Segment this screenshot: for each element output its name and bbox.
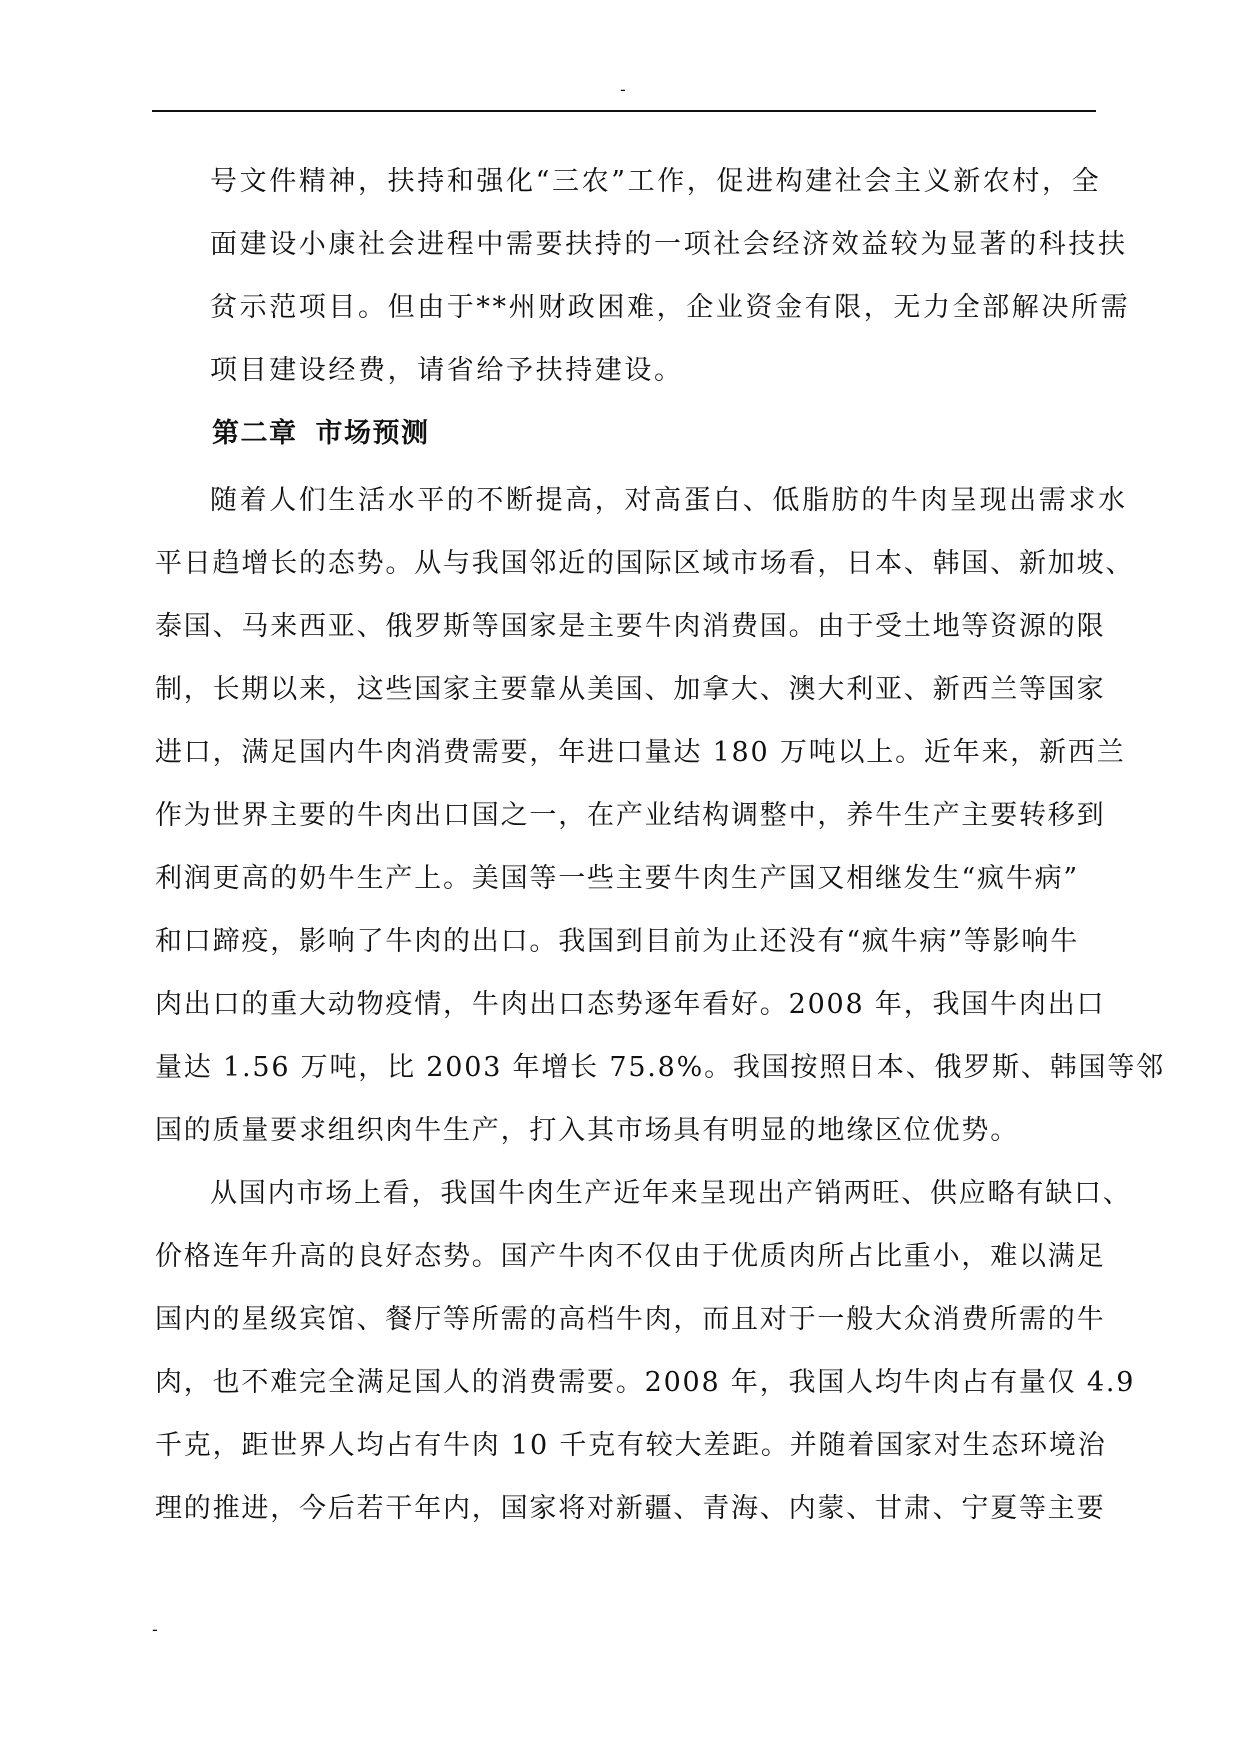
text-line: 面建设小康社会进程中需要扶持的一项社会经济效益较为显著的科技扶 — [210, 229, 1128, 260]
document-body — [155, 162, 1165, 1552]
text-line: 项目建设经费，请省给予扶持建设。 — [210, 355, 684, 386]
text-line: 国的质量要求组织肉牛生产，打入其市场具有明显的地缘区位优势。 — [155, 1115, 1019, 1146]
text-line: 千克，距世界人均占有牛肉 10 千克有较大差距。并随着国家对生态环境治 — [155, 1430, 1107, 1461]
text-line: 价格连年升高的良好态势。国产牛肉不仅由于优质肉所占比重小，难以满足 — [155, 1241, 1106, 1272]
text-line: 国内的星级宾馆、餐厅等所需的高档牛肉，而且对于一般大众消费所需的牛 — [155, 1304, 1106, 1335]
text-line: 制，长期以来，这些国家主要靠从美国、加拿大、澳大利亚、新西兰等国家 — [155, 674, 1106, 705]
text-line: 从国内市场上看，我国牛肉生产近年来呈现出产销两旺、供应略有缺口、 — [210, 1178, 1132, 1209]
text-line: 贫示范项目。但由于**州财政困难，企业资金有限，无力全部解决所需 — [210, 292, 1131, 323]
chapter-title: 市场预测 — [315, 418, 430, 449]
text-line: 随着人们生活水平的不断提高，对高蛋白、低脂肪的牛肉呈现出需求水 — [210, 485, 1128, 516]
text-line: 利润更高的奶牛生产上。美国等一些主要牛肉生产国又相继发生“疯牛病” — [155, 863, 1080, 894]
paragraph-continuation — [155, 162, 1131, 414]
chapter-heading — [155, 414, 1099, 481]
text-line: 肉，也不难完全满足国人的消费需要。2008 年，我国人均牛肉占有量仅 4.9 — [155, 1367, 1136, 1398]
paragraph-domestic-market — [155, 1174, 1136, 1552]
text-line: 和口蹄疫，影响了牛肉的出口。我国到目前为止还没有“疯牛病”等影响牛 — [155, 926, 1080, 957]
chapter-number: 第二章 — [212, 418, 298, 449]
text-line: 平日趋增长的态势。从与我国邻近的国际区域市场看，日本、韩国、新加坡、 — [155, 548, 1135, 579]
text-line: 进口，满足国内牛肉消费需要，年进口量达 180 万吨以上。近年来，新西兰 — [155, 737, 1126, 768]
header-mark: - — [620, 80, 626, 99]
text-line: 肉出口的重大动物疫情，牛肉出口态势逐年看好。2008 年，我国牛肉出口 — [155, 989, 1106, 1020]
text-line: 理的推进，今后若干年内，国家将对新疆、青海、内蒙、甘肃、宁夏等主要 — [155, 1493, 1106, 1524]
footer-mark: - — [152, 1620, 158, 1639]
text-line: 号文件精神，扶持和强化“三农”工作，促进构建社会主义新农村，全 — [210, 166, 1102, 197]
text-line: 作为世界主要的牛肉出口国之一，在产业结构调整中，养牛生产主要转移到 — [155, 800, 1106, 831]
text-line: 泰国、马来西亚、俄罗斯等国家是主要牛肉消费国。由于受土地等资源的限 — [155, 611, 1106, 642]
header-rule — [152, 110, 1096, 112]
paragraph-international-market — [155, 481, 1165, 1174]
text-line: 量达 1.56 万吨，比 2003 年增长 75.8%。我国按照日本、俄罗斯、韩国等邻 — [155, 1052, 1165, 1083]
